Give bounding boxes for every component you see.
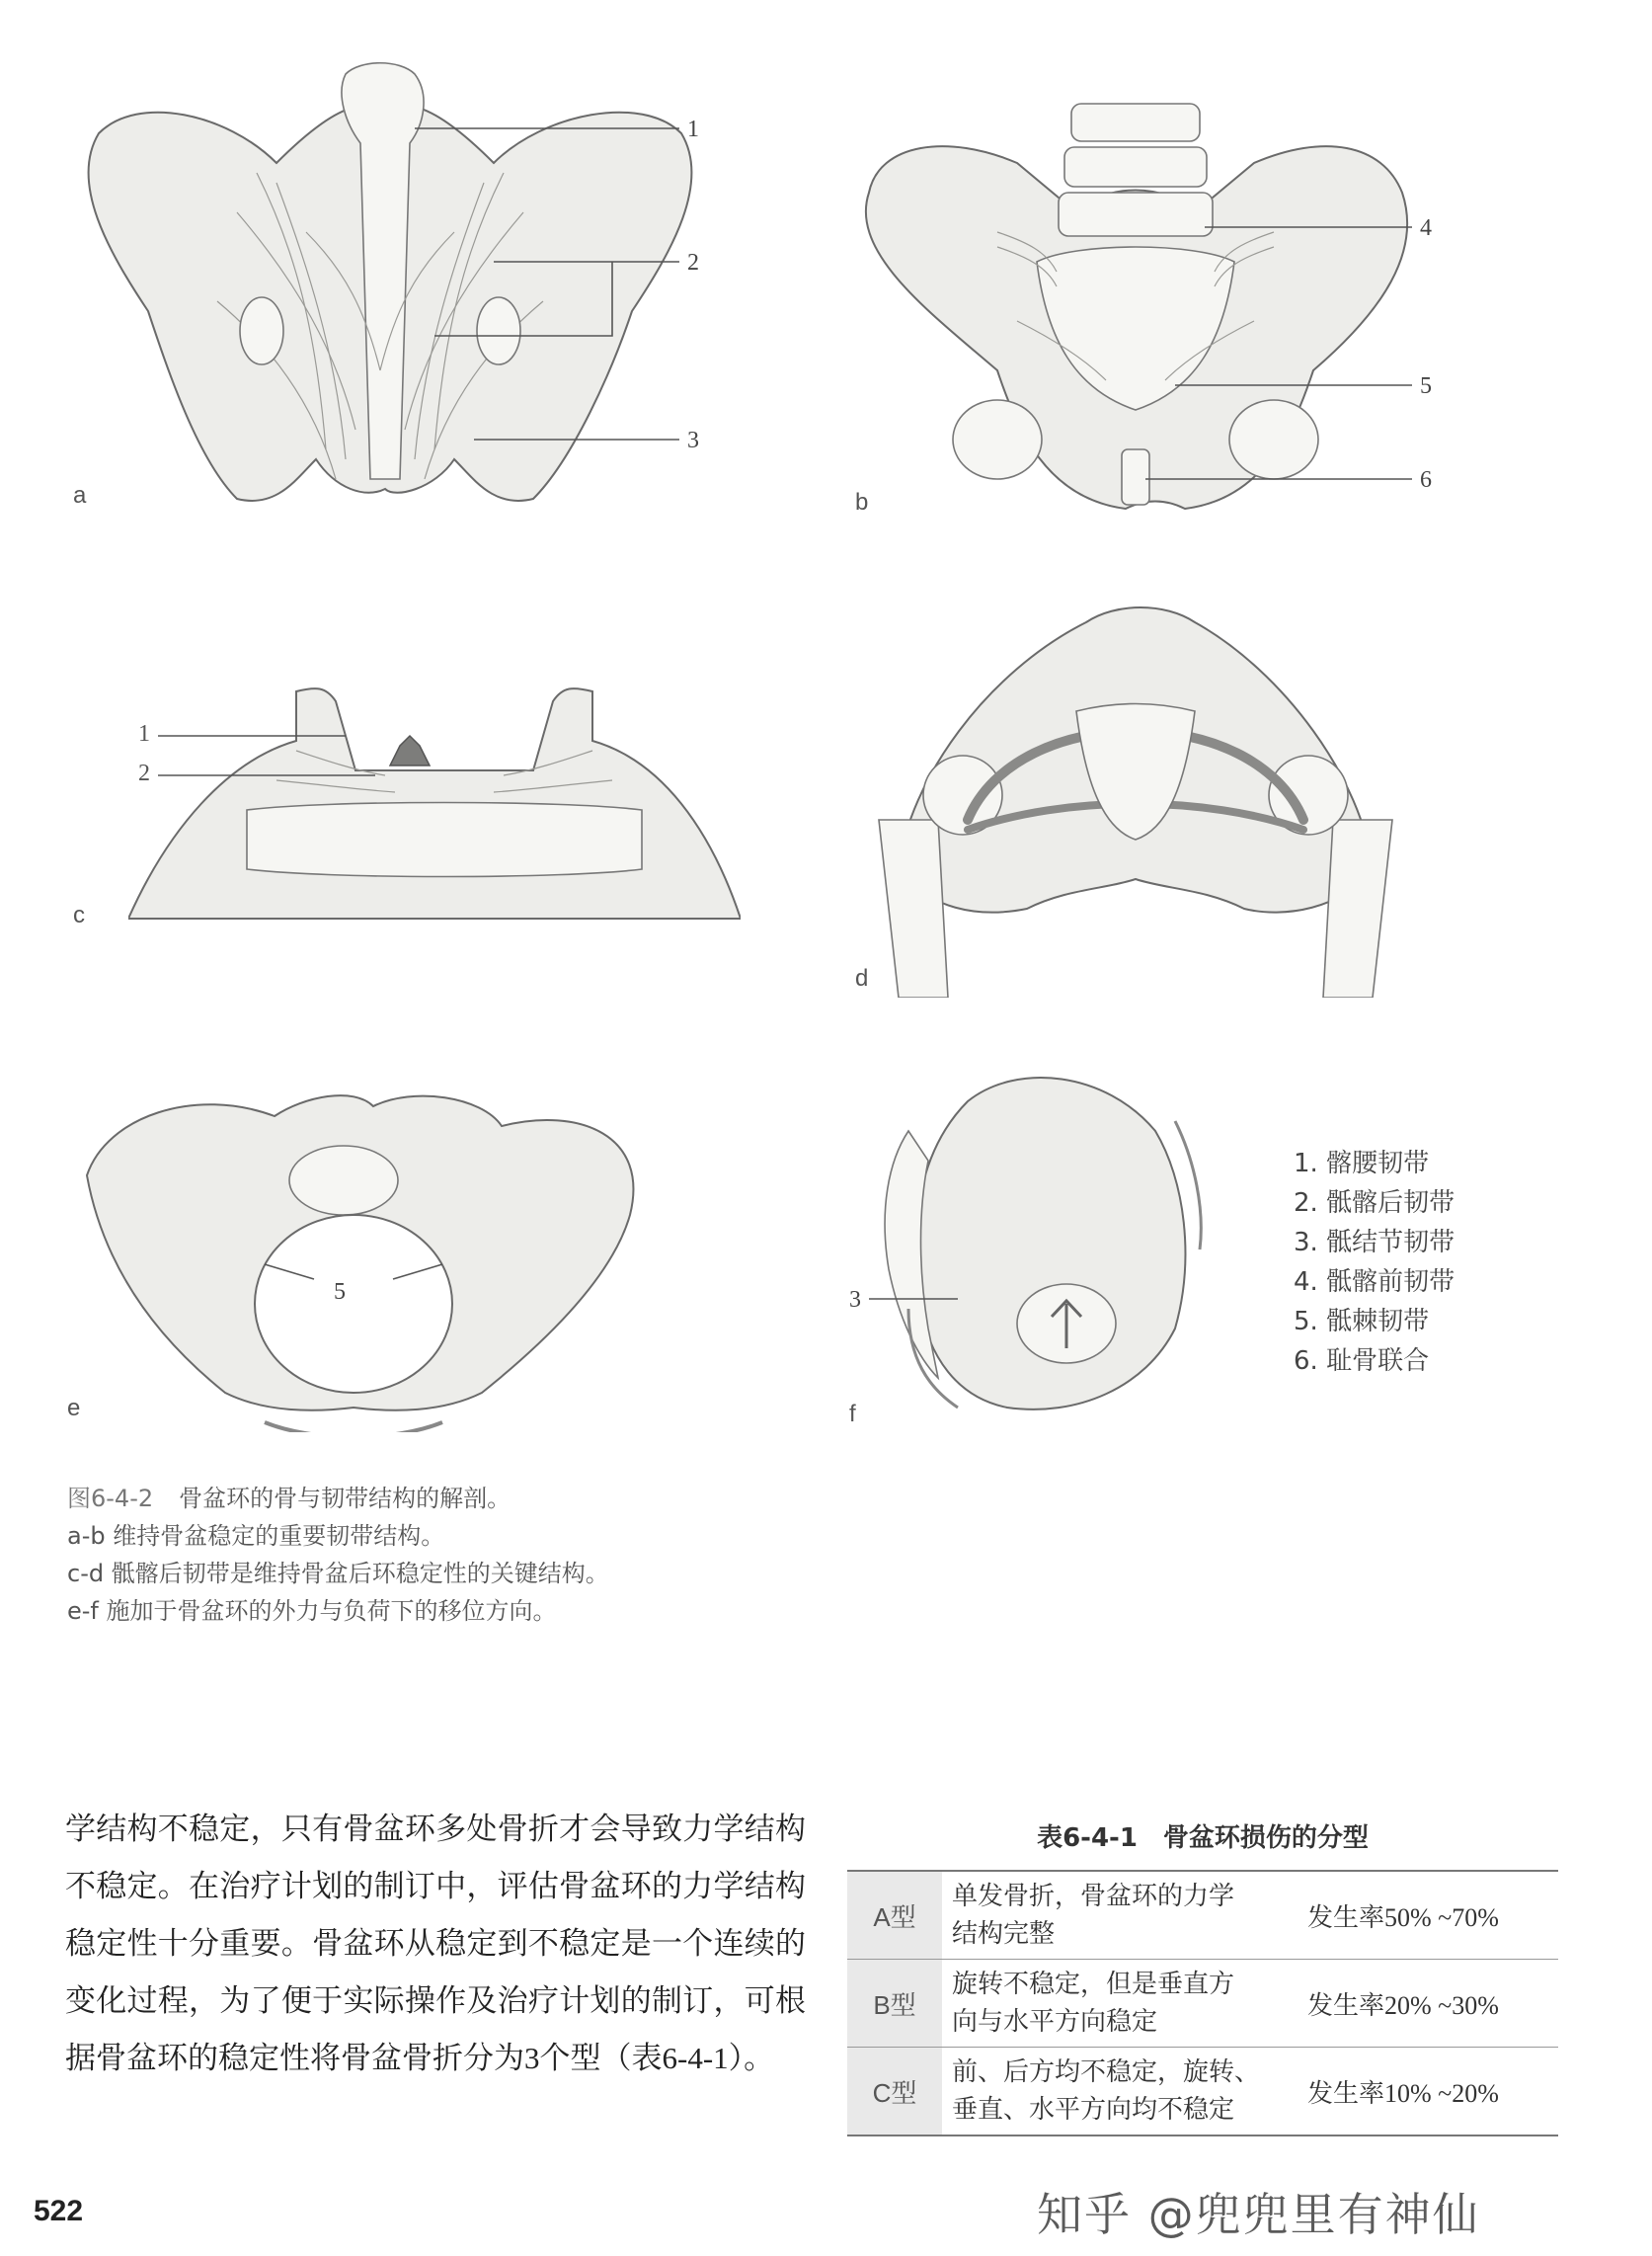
desc-line: 垂直、水平方向均不稳定 (952, 2095, 1235, 2124)
legend-item: 4. 骶髂前韧带 (1294, 1267, 1455, 1297)
panel-c (128, 682, 741, 938)
ligament-legend (1294, 1144, 1455, 1381)
rate-cell: 发生率50% ~70% (1288, 1871, 1558, 1960)
callout-c-1: 1 (138, 721, 150, 747)
desc-line: 向与水平方向稳定 (952, 2007, 1158, 2036)
desc-line: 结构完整 (952, 1919, 1056, 1948)
rate-cell: 发生率10% ~20% (1288, 2048, 1558, 2136)
table-title: 表6-4-1 骨盆环损伤的分型 (1037, 1823, 1369, 1853)
panel-d-label: d (855, 965, 869, 992)
page-number: 522 (34, 2195, 84, 2227)
desc-cell (942, 1871, 1288, 1960)
legend-item: 1. 髂腰韧带 (1294, 1149, 1430, 1178)
desc-cell (942, 2048, 1288, 2136)
callout-b-6: 6 (1420, 467, 1432, 493)
panel-d (869, 583, 1402, 998)
legend-item: 3. 骶结节韧带 (1294, 1228, 1455, 1257)
watermark: 知乎 @兜兜里有神仙 (1037, 2188, 1480, 2241)
caption-line: a-b 维持骨盆稳定的重要韧带结构。 (67, 1522, 445, 1550)
panel-b-label: b (855, 489, 869, 516)
figure-title: 骨盆环的骨与韧带结构的解剖。 (179, 1485, 511, 1512)
callout-f-3: 3 (849, 1287, 861, 1313)
table-row (847, 2048, 1558, 2136)
table-row (847, 1871, 1558, 1960)
body-paragraph: 学结构不稳定，只有骨盆环多处骨折才会导致力学结构不稳定。在治疗计划的制订中，评估骨盆环的力学结构稳定性十分重要。骨盆环从稳定到不稳定是一个连续的变化过程，为了便于实际操作及治疗计划的制订，可根据骨盆环的稳定性将骨盆骨折分为3个型（表6-4-1）。 (65, 1812, 806, 2075)
desc-line: 单发骨折，骨盆环的力学 (952, 1882, 1235, 1910)
legend-item: 2. 骶髂后韧带 (1294, 1188, 1455, 1218)
callout-a-2: 2 (687, 250, 699, 276)
desc-line: 前、后方均不稳定，旋转、 (952, 2057, 1261, 2086)
figure-number: 图6-4-2 (67, 1485, 154, 1512)
table-row (847, 1960, 1558, 2048)
type-cell: B型 (847, 1960, 942, 2048)
classification-table (847, 1870, 1558, 2136)
callout-a-3: 3 (687, 428, 699, 453)
callout-c-2: 2 (138, 761, 150, 786)
figure-caption (67, 1480, 609, 1630)
panel-e (67, 1067, 660, 1432)
panel-b-illustration (849, 84, 1481, 538)
panel-e-label: e (67, 1395, 81, 1421)
panel-e-illustration (67, 1067, 660, 1432)
type-cell: C型 (847, 2048, 942, 2136)
caption-line: c-d 骶髂后韧带是维持骨盆后环稳定性的关键结构。 (67, 1560, 609, 1587)
legend-item: 6. 耻骨联合 (1294, 1346, 1430, 1376)
panel-d-illustration (869, 583, 1402, 998)
callout-b-5: 5 (1420, 373, 1432, 399)
panel-c-label: c (73, 902, 85, 928)
type-cell: A型 (847, 1871, 942, 1960)
panel-f-illustration (849, 1062, 1244, 1437)
panel-c-illustration (128, 682, 741, 938)
caption-line: e-f 施加于骨盆环的外力与负荷下的移位方向。 (67, 1597, 557, 1625)
panel-a-illustration (59, 54, 750, 519)
panel-a-label: a (73, 482, 87, 509)
callout-a-1: 1 (687, 117, 699, 142)
panel-a (59, 54, 750, 519)
callout-e-5: 5 (334, 1279, 346, 1305)
callout-b-4: 4 (1420, 215, 1432, 241)
panel-b (849, 84, 1481, 538)
desc-cell (942, 1960, 1288, 2048)
panel-f (849, 1062, 1244, 1437)
rate-cell: 发生率20% ~30% (1288, 1960, 1558, 2048)
legend-item: 5. 骶棘韧带 (1294, 1307, 1430, 1336)
desc-line: 旋转不稳定，但是垂直方 (952, 1970, 1235, 1998)
panel-f-label: f (849, 1401, 856, 1427)
